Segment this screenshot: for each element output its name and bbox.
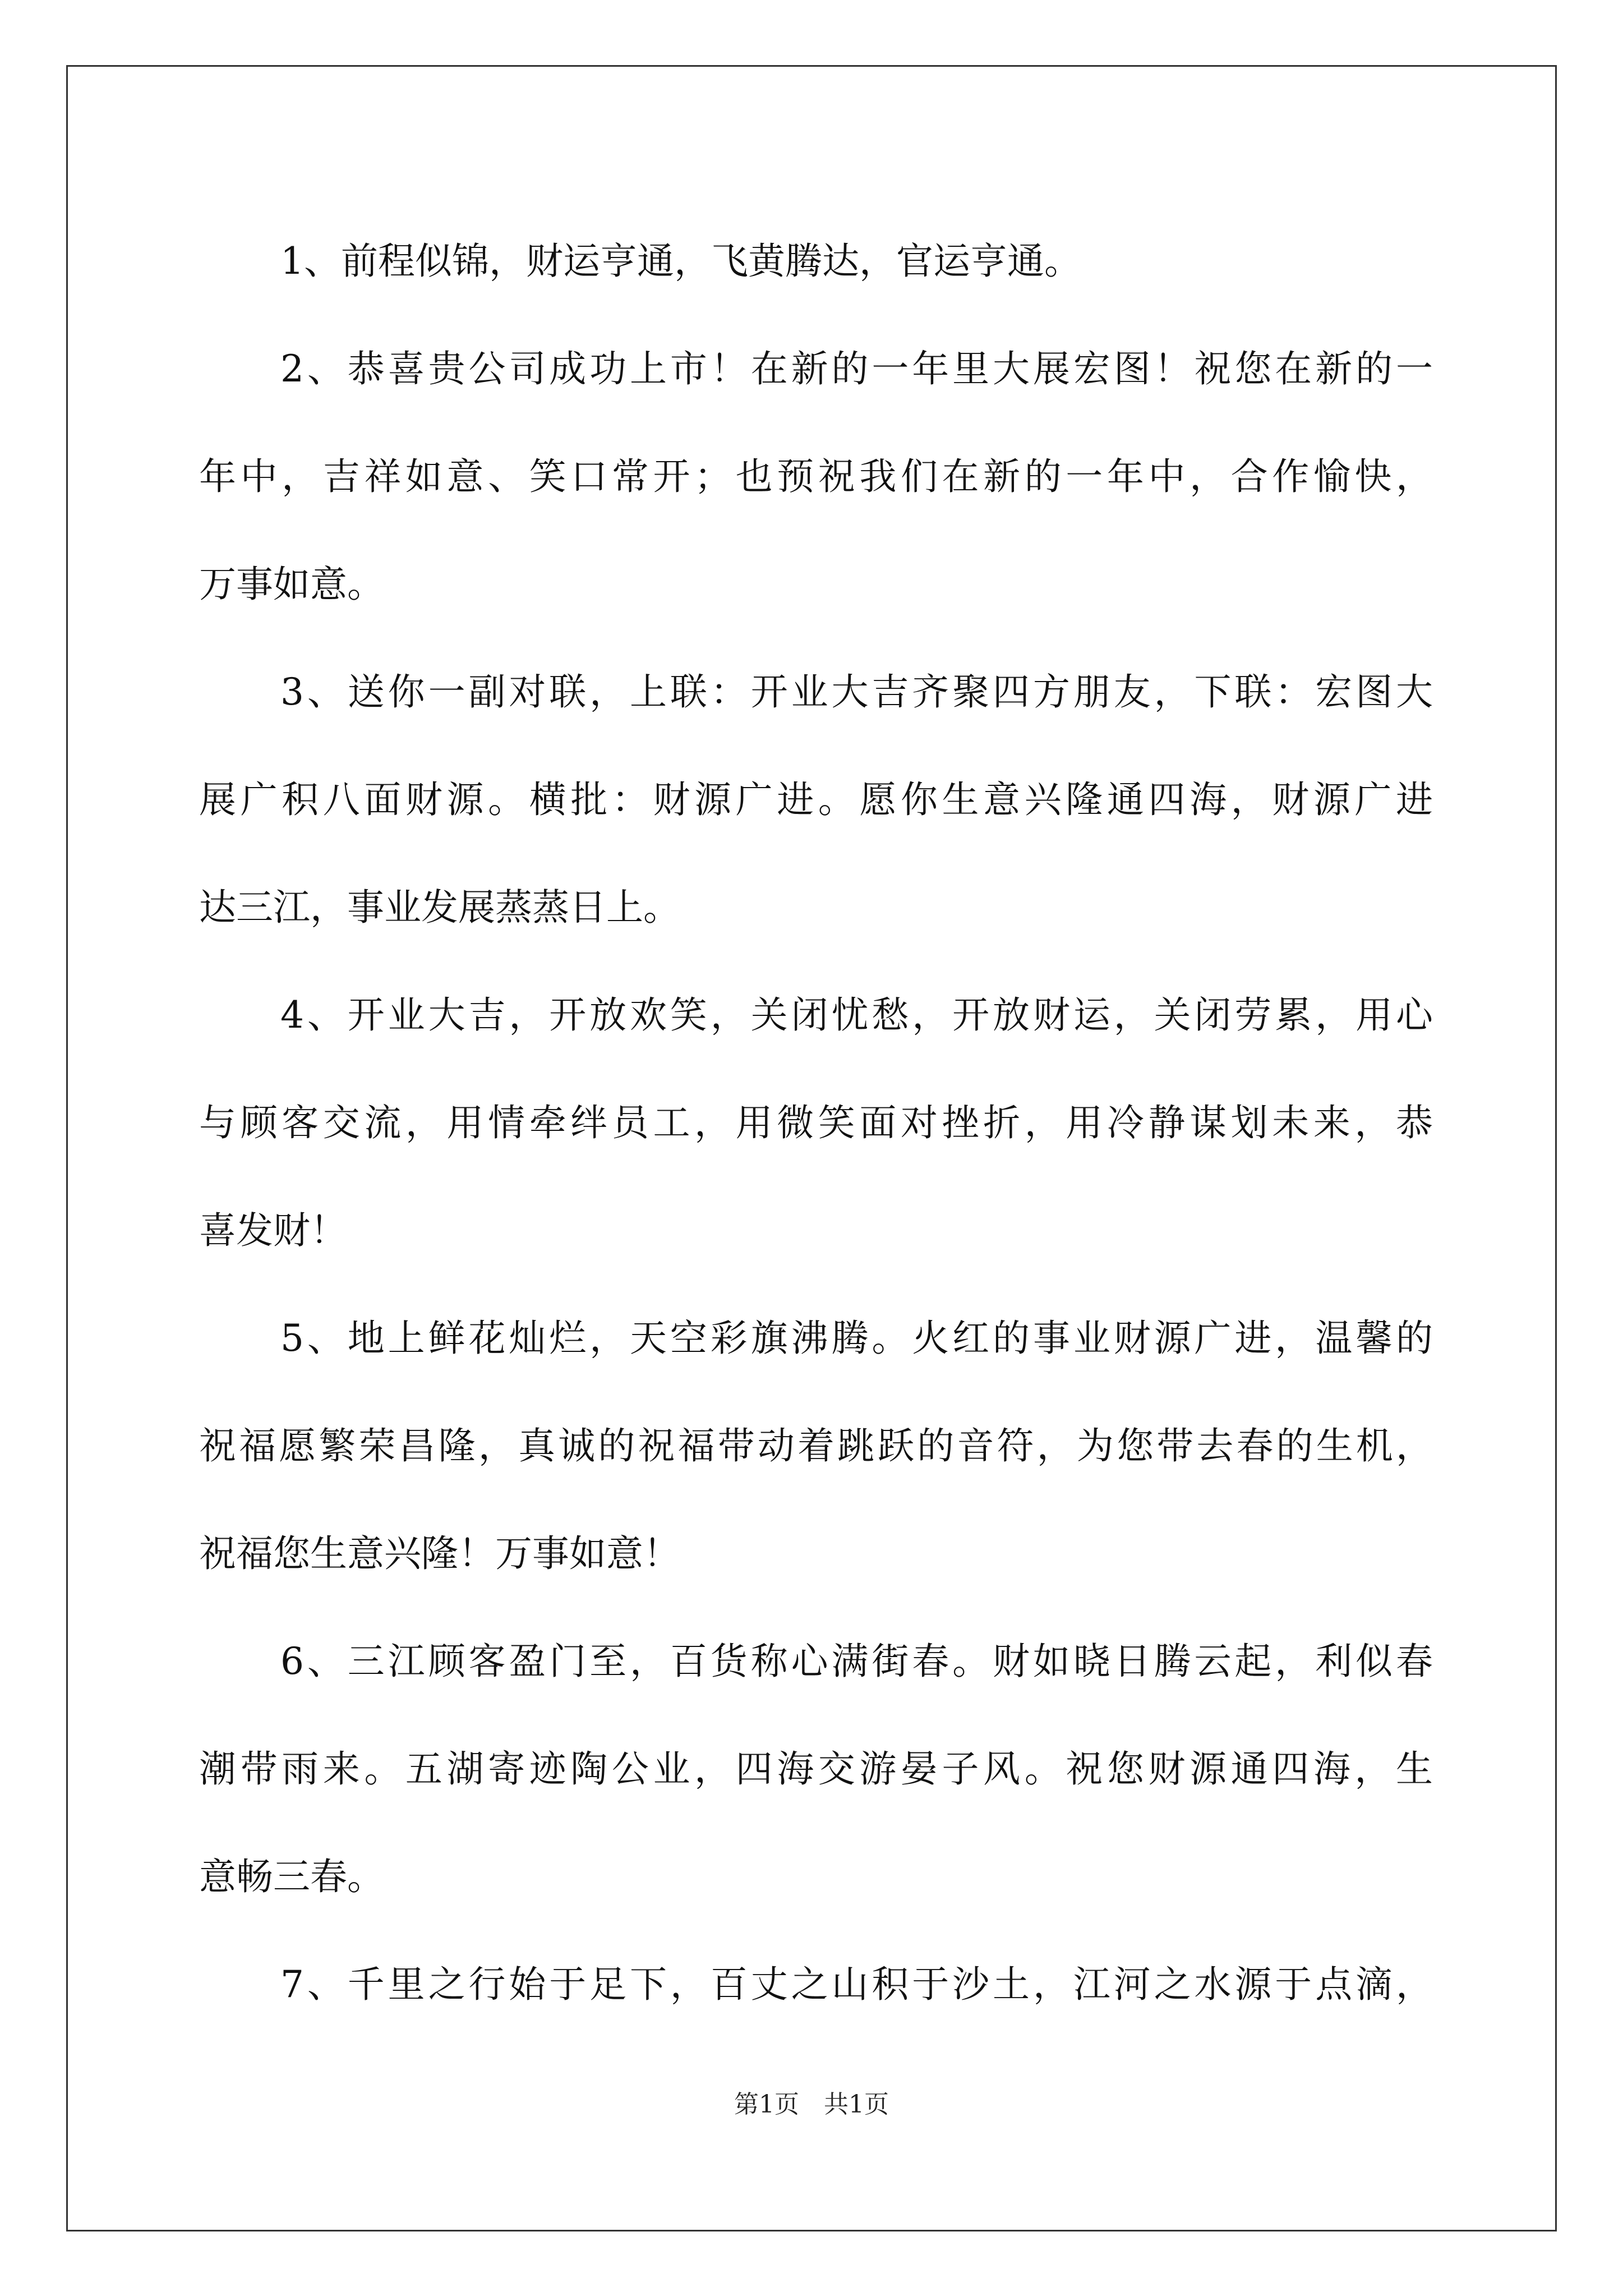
text-line: 7、千里之行始于足下，百丈之山积于沙土，江河之水源于点滴， — [280, 1963, 1433, 2006]
text-line: 2、恭喜贵公司成功上市！在新的一年里大展宏图！祝您在新的一 — [280, 347, 1433, 390]
text-line: 喜发财！ — [199, 1209, 347, 1252]
text-line: 年中，吉祥如意、笑口常开；也预祝我们在新的一年中，合作愉快， — [199, 455, 1433, 498]
text-line: 3、送你一副对联，上联：开业大吉齐聚四方朋友，下联：宏图大 — [280, 670, 1433, 714]
text-line: 潮带雨来。五湖寄迹陶公业，四海交游晏子风。祝您财源通四海，生 — [199, 1747, 1433, 1791]
text-line: 祝福您生意兴隆！万事如意！ — [199, 1532, 680, 1575]
text-line: 万事如意。 — [199, 563, 384, 606]
text-line: 与顾客交流，用情牵绊员工，用微笑面对挫折，用冷静谋划未来，恭 — [199, 1101, 1433, 1144]
text-line: 展广积八面财源。横批：财源广进。愿你生意兴隆通四海，财源广进 — [199, 778, 1433, 821]
text-line: 5、地上鲜花灿烂，天空彩旗沸腾。火红的事业财源广进，温馨的 — [280, 1317, 1433, 1360]
page-number-footer: 第1页 共1页 — [734, 2090, 889, 2119]
text-line: 达三江，事业发展蒸蒸日上。 — [199, 886, 680, 929]
text-line: 6、三江顾客盈门至，百货称心满街春。财如晓日腾云起，利似春 — [280, 1640, 1433, 1683]
text-line: 意畅三春。 — [199, 1855, 384, 1898]
text-line: 4、开业大吉，开放欢笑，关闭忧愁，开放财运，关闭劳累，用心 — [280, 993, 1433, 1037]
text-line: 1、前程似锦，财运亨通，飞黄腾达，官运亨通。 — [280, 240, 1081, 283]
text-line: 祝福愿繁荣昌隆，真诚的祝福带动着跳跃的音符，为您带去春的生机， — [199, 1424, 1433, 1467]
document-body — [199, 208, 1433, 2039]
